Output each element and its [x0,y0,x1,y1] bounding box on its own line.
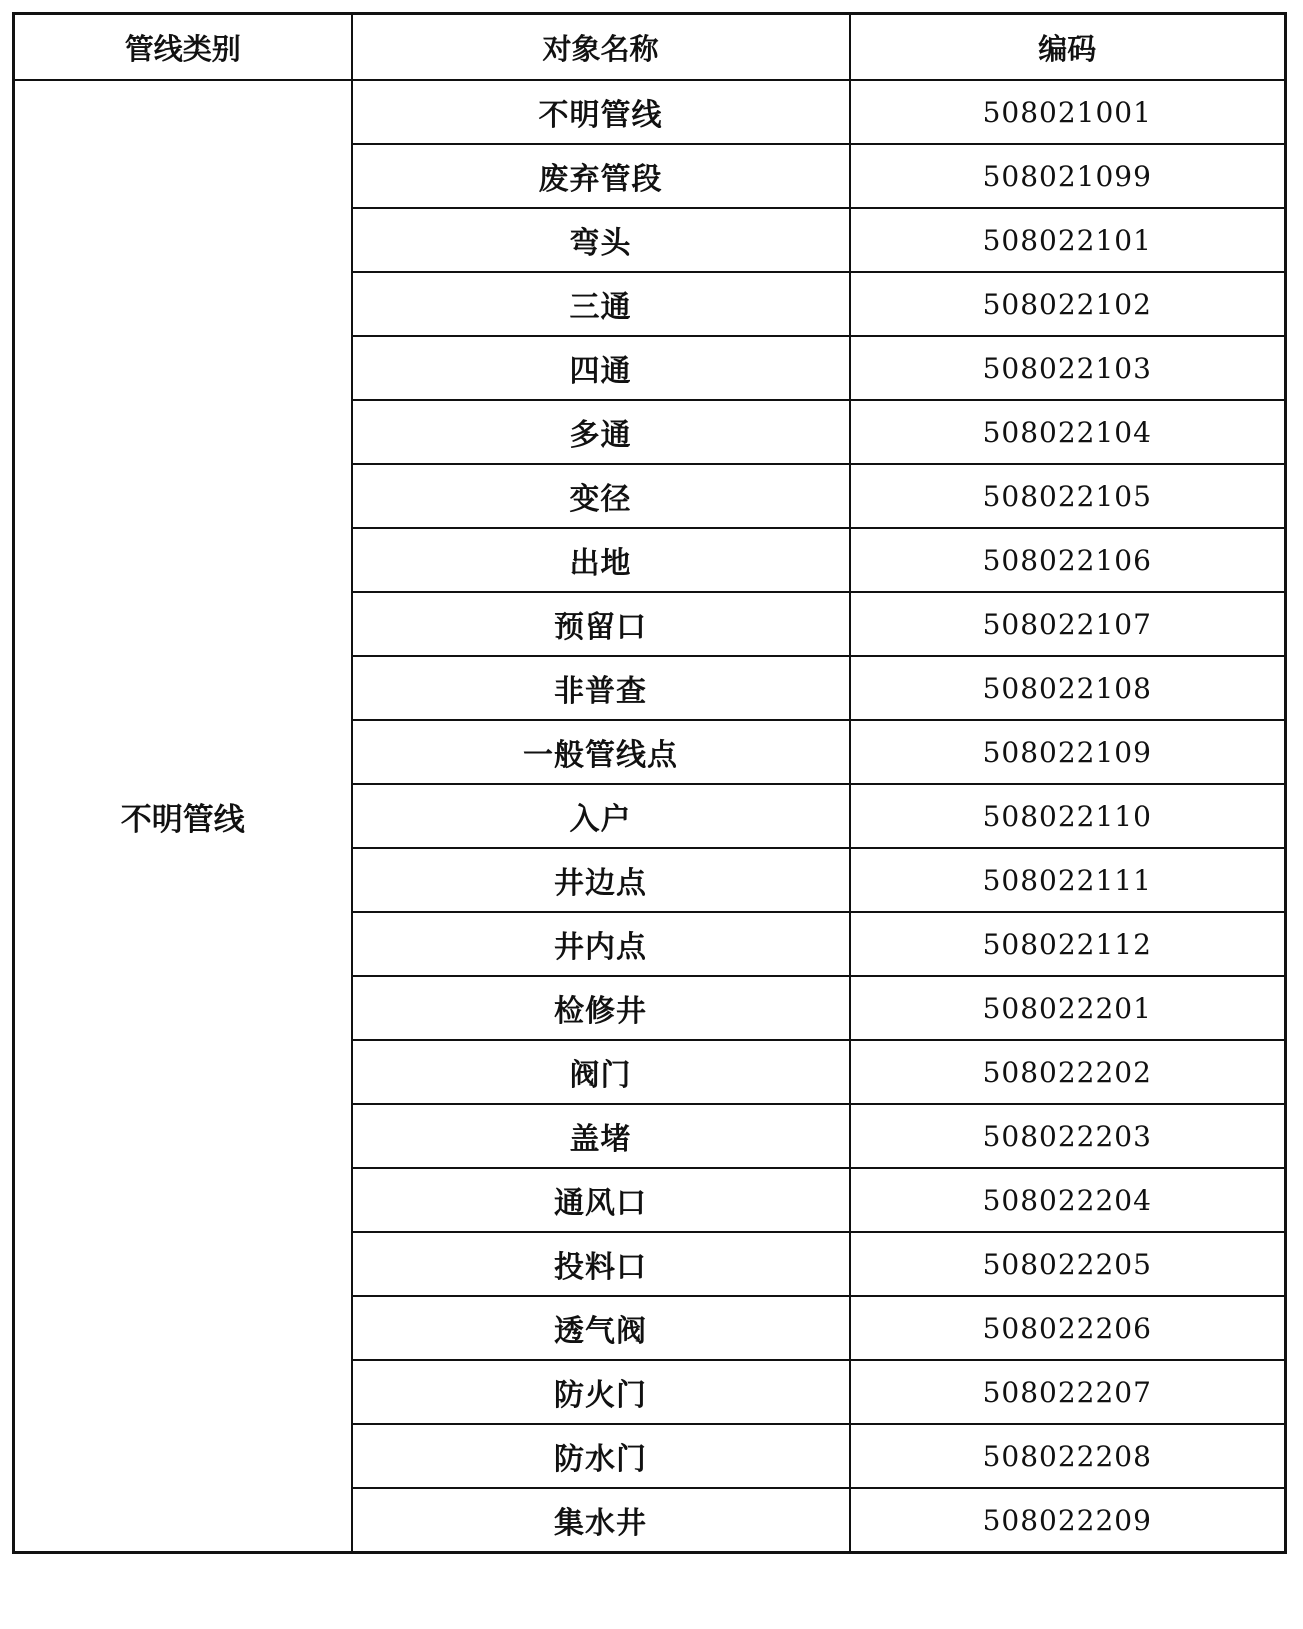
code-cell: 508022105 [850,464,1286,528]
code-cell: 508022107 [850,592,1286,656]
object-name-cell: 集水井 [352,1488,850,1553]
object-name-cell: 投料口 [352,1232,850,1296]
code-cell: 508022110 [850,784,1286,848]
code-cell: 508022109 [850,720,1286,784]
code-cell: 508022208 [850,1424,1286,1488]
object-name-cell: 变径 [352,464,850,528]
object-name-cell: 三通 [352,272,850,336]
table-body [14,80,1286,1553]
object-name-cell: 预留口 [352,592,850,656]
code-cell: 508022106 [850,528,1286,592]
pipeline-code-table [12,12,1287,1554]
header-object-name: 对象名称 [352,14,850,81]
object-name-cell: 防水门 [352,1424,850,1488]
code-cell: 508021001 [850,80,1286,144]
code-cell: 508022204 [850,1168,1286,1232]
object-name-cell: 废弃管段 [352,144,850,208]
object-name-cell: 多通 [352,400,850,464]
object-name-cell: 检修井 [352,976,850,1040]
code-cell: 508022209 [850,1488,1286,1553]
code-cell: 508022102 [850,272,1286,336]
code-cell: 508022201 [850,976,1286,1040]
object-name-cell: 阀门 [352,1040,850,1104]
code-cell: 508022112 [850,912,1286,976]
header-code: 编码 [850,14,1286,81]
code-cell: 508022104 [850,400,1286,464]
code-cell: 508022206 [850,1296,1286,1360]
object-name-cell: 盖堵 [352,1104,850,1168]
header-category: 管线类别 [14,14,352,81]
table-row [14,80,1286,144]
object-name-cell: 出地 [352,528,850,592]
object-name-cell: 入户 [352,784,850,848]
object-name-cell: 一般管线点 [352,720,850,784]
code-cell: 508022111 [850,848,1286,912]
object-name-cell: 通风口 [352,1168,850,1232]
object-name-cell: 透气阀 [352,1296,850,1360]
code-cell: 508022108 [850,656,1286,720]
code-cell: 508022202 [850,1040,1286,1104]
object-name-cell: 井边点 [352,848,850,912]
header-row [14,14,1286,81]
code-cell: 508022101 [850,208,1286,272]
code-cell: 508022203 [850,1104,1286,1168]
code-cell: 508022207 [850,1360,1286,1424]
category-cell: 不明管线 [14,80,352,1553]
object-name-cell: 不明管线 [352,80,850,144]
code-cell: 508022205 [850,1232,1286,1296]
object-name-cell: 防火门 [352,1360,850,1424]
code-cell: 508022103 [850,336,1286,400]
code-cell: 508021099 [850,144,1286,208]
object-name-cell: 四通 [352,336,850,400]
object-name-cell: 井内点 [352,912,850,976]
object-name-cell: 弯头 [352,208,850,272]
object-name-cell: 非普查 [352,656,850,720]
